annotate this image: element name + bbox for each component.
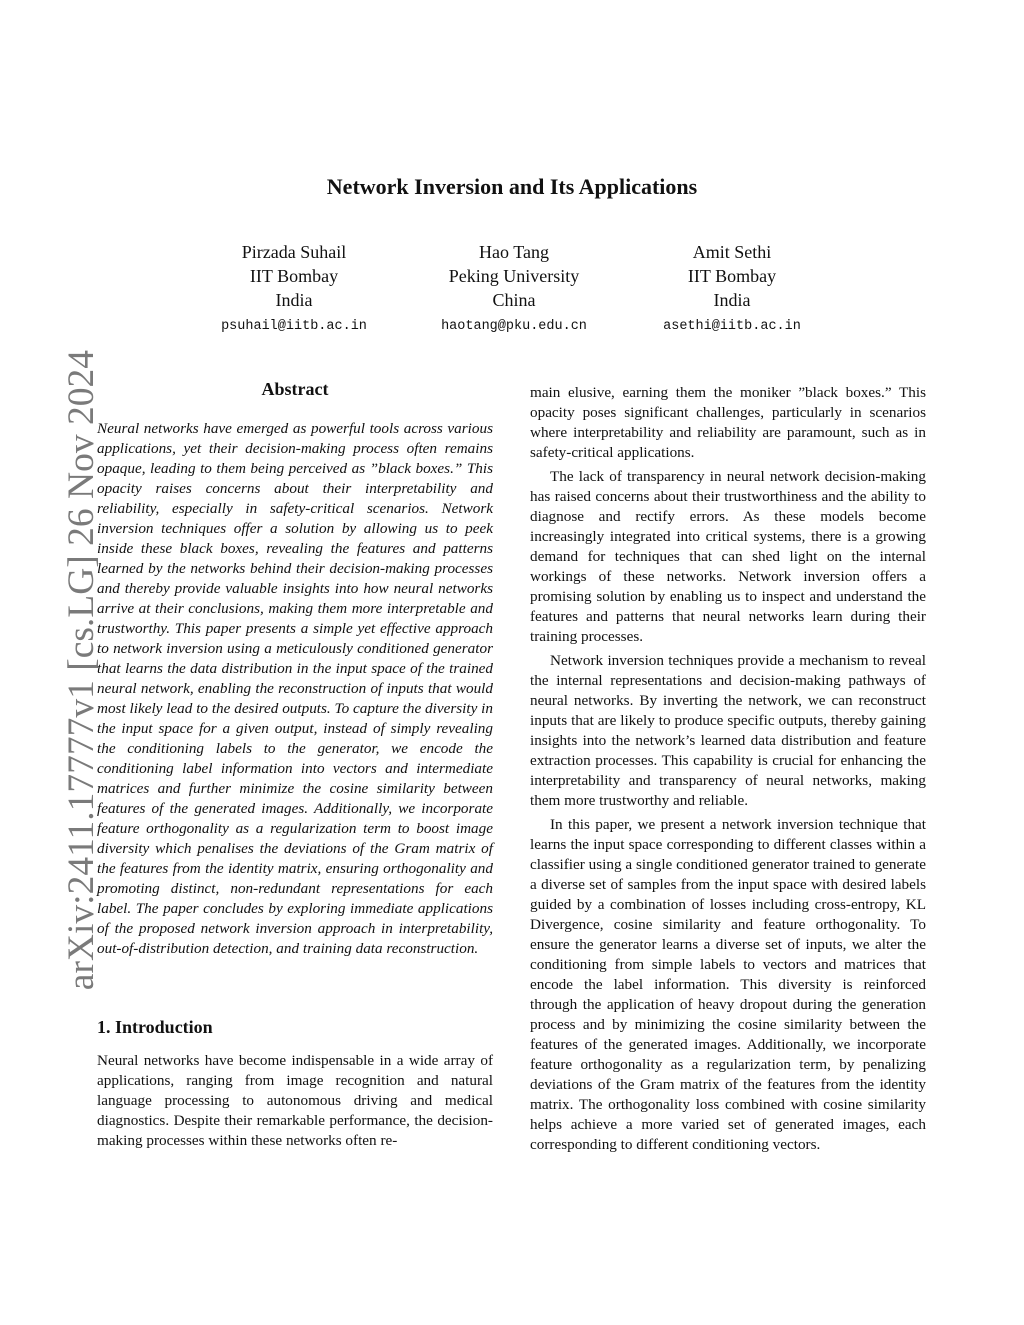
author-affiliation: IIT Bombay (249, 266, 339, 286)
author-email: asethi@iitb.ac.in (663, 319, 801, 334)
author-country: India (713, 290, 751, 310)
author-name: Amit Sethi (692, 242, 772, 262)
author-country: China (492, 290, 536, 310)
author-affiliation: IIT Bombay (687, 266, 777, 286)
author-affiliation: Peking University (448, 266, 580, 286)
intro-paragraph-4: In this paper, we present a network inversion technique that learns the input space corresponding to different classes within a classifier using a single conditioned generator trained to generate a diverse set of samples from the input space with desired labels guided by a combination of losses including cross-entropy, KL Divergence, cosine similarity and feature orthogonality. To ensure the generator learns a diverse set of inputs, we alter the conditioning from simple labels to vectors and matrices that encode the label information. This diversity is reinforced through the application of heavy dropout during the generation process and by minimizing the cosine similarity between the features of the generated images. Additionally, we incorporate feature orthogonality as a regularization term, by penalizing deviations of the Gram matrix of the features from the identity matrix. The orthogonality loss combined with cosine similarity helps achieve a more varied set of generated images, each corresponding to different conditioning vectors. (530, 816, 926, 1153)
right-column (530, 383, 926, 1159)
abstract-heading: Abstract (261, 379, 329, 399)
intro-paragraph-1: Neural networks have become indispensable in a wide array of applications, ranging from image recognition and natural language processing to autonomous driving and medical diagnostics. Despite their remarkable performance, the decision-making processes within these networks often re- (97, 1052, 493, 1149)
intro-paragraph-3: Network inversion techniques provide a mechanism to reveal the internal representations and decision-making pathways of neural networks. By inverting the network, we can reconstruct inputs that are likely to produce specific outputs, thereby gaining insights into the network’s learned data distribution and feature extraction processes. This capability is crucial for enhancing the interpretability and transparency of neural networks, making them more trustworthy and reliable. (530, 652, 926, 809)
author-name: Pirzada Suhail (241, 242, 347, 262)
author-email: haotang@pku.edu.cn (441, 319, 587, 334)
abstract-text: Neural networks have emerged as powerful tools across various applications, yet their decision-making process often remains opaque, leading to them being perceived as ”black boxes.” This opacity raises concerns about their interpretability and reliability, especially in safety-critical scenarios. Network inversion techniques offer a solution by allowing us to peek inside these black boxes, revealing the features and patterns learned by the networks behind their decision-making processes and thereby provide valuable insights into how neural networks arrive at their conclusions, making them more interpretable and trustworthy. This paper presents a simple yet effective approach to network inversion using a meticulously conditioned generator that learns the data distribution in the input space of the trained neural network, enabling the reconstruction of inputs that would most likely lead to the desired outputs. To capture the diversity in the input space for a given output, instead of simply revealing the conditioning labels to the generator, we encode the conditioning label information into vectors and intermediate matrices and further minimize the cosine similarity between features of the generated images. Additionally, we incorporate feature orthogonality as a regularization term to boost image diversity which penalises the deviations of the Gram matrix of the features from the identity matrix, ensuring orthogonality and promoting distinct, non-redundant representations for each label. The paper concludes by exploring immediate applications of the proposed network inversion approach in interpretability, out-of-distribution detection, and training data reconstruction. (97, 420, 493, 957)
author-name: Hao Tang (479, 242, 549, 262)
introduction-heading: 1. Introduction (97, 1017, 213, 1037)
intro-paragraph-1-continued: main elusive, earning them the moniker ”black boxes.” This opacity poses significant challenges, particularly in scenarios where interpretability and reliability are paramount, such as in safety-critical applications. (530, 384, 926, 461)
paper-title: Network Inversion and Its Applications (326, 174, 698, 199)
author-block (0, 240, 1024, 340)
author-email: psuhail@iitb.ac.in (221, 319, 367, 334)
intro-paragraph-2: The lack of transparency in neural network decision-making has raised concerns about their trustworthiness and the ability to diagnose and rectify errors. As these models become increasingly integrated into critical systems, there is a growing demand for techniques that can shed light on the internal workings of these networks. Network inversion offers a promising solution by enabling us to inspect and understand the features and patterns that neural networks learn during their training processes. (530, 468, 926, 645)
left-column (97, 375, 493, 1155)
author-3 (602, 240, 862, 336)
arxiv-identifier: arXiv:2411.17777v1 [cs.LG] 26 Nov 2024 (61, 350, 102, 991)
author-country: India (275, 290, 313, 310)
